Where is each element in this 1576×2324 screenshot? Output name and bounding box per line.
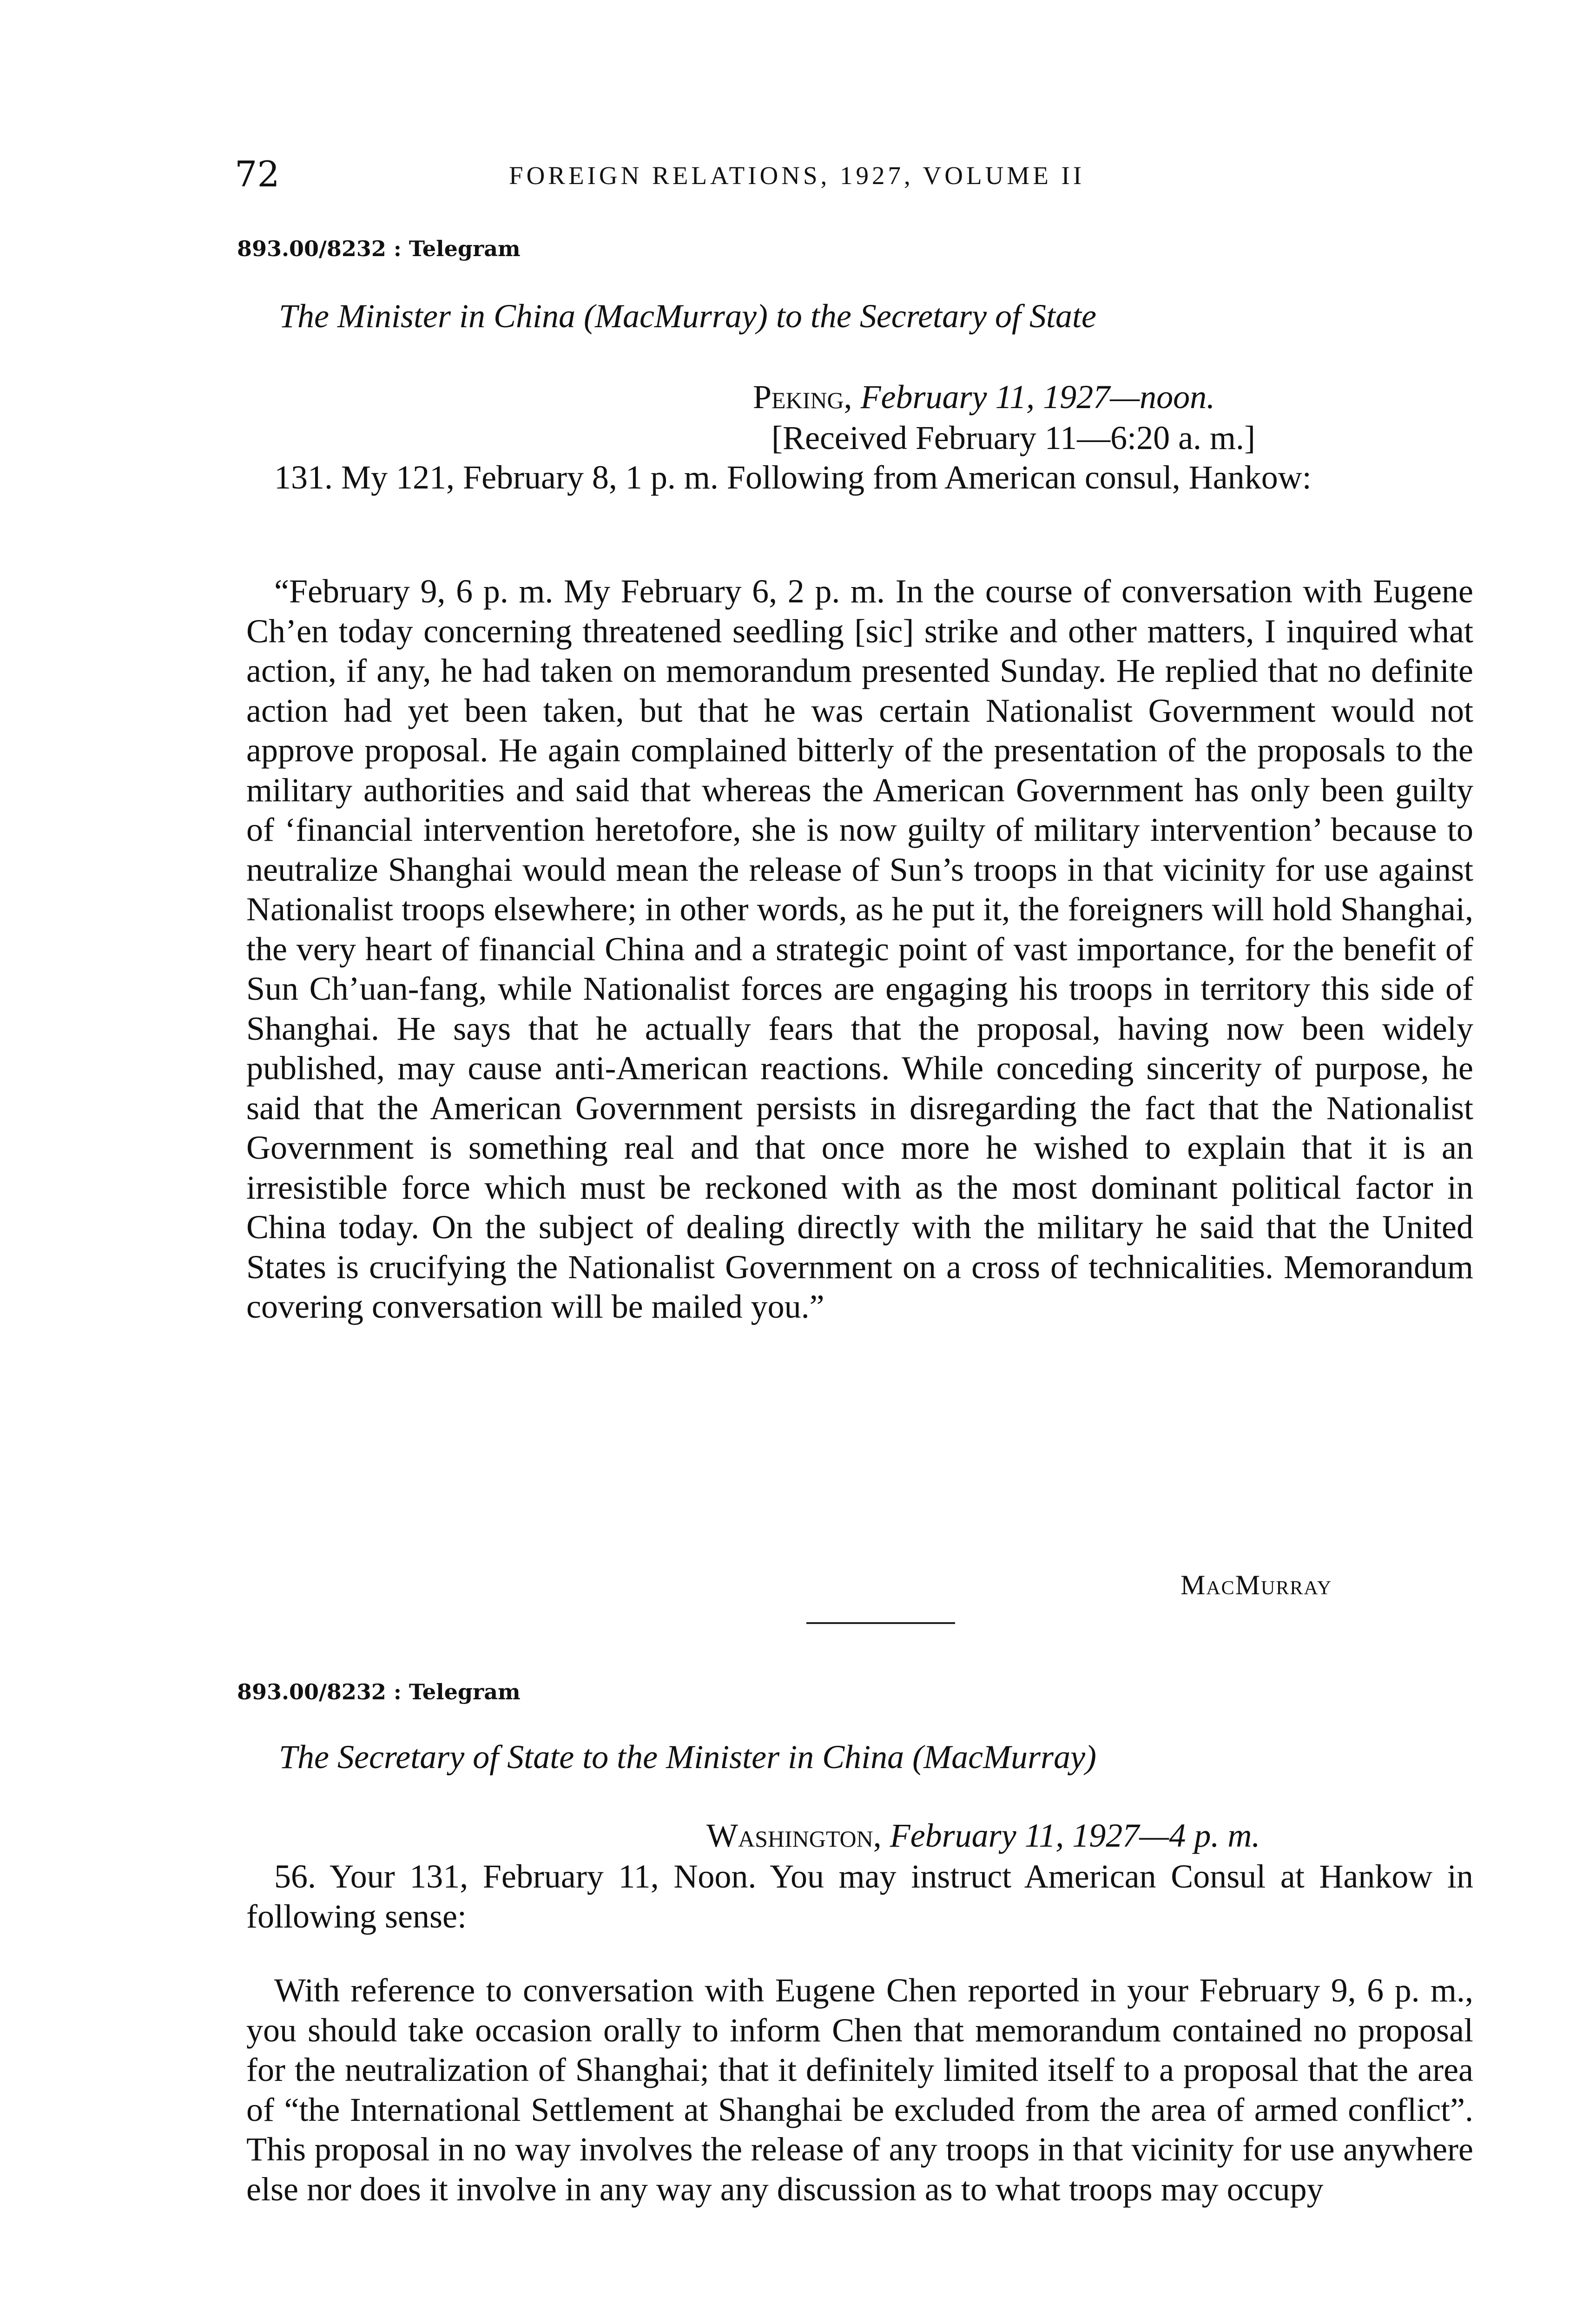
doc1-signature: MacMurray bbox=[1180, 1570, 1332, 1600]
section-divider bbox=[806, 1622, 955, 1624]
page-number: 72 bbox=[235, 153, 280, 195]
doc1-dateline bbox=[753, 376, 1215, 417]
doc2-title: The Secretary of State to the Minister in China (MacMurray) bbox=[279, 1738, 1097, 1776]
doc2-body-paragraph: With reference to conversation with Eugene Chen reported in your February 9, 6 p. m., you should take occasion orally to inform Chen that memorandum contained no proposal for the neutralization of Shanghai; that it definitely limited itself to a proposal that the area of “the International Settlement at Shanghai be excluded from the area of armed conflict”. This proposal in no way involves the release of any troops in that vicinity for use anywhere else nor does it involve in any way any discussion as to what troops may occupy bbox=[246, 1972, 1473, 2208]
doc1-dateline-date: February 11, 1927—noon. bbox=[860, 378, 1215, 416]
doc2-file-reference: 893.00/8232 : Telegram bbox=[237, 1679, 521, 1704]
running-header bbox=[235, 153, 1490, 195]
doc2-dateline-date: February 11, 1927—4 p. m. bbox=[890, 1817, 1260, 1854]
running-header-title: FOREIGN RELATIONS, 1927, VOLUME II bbox=[509, 161, 1085, 190]
doc1-file-reference: 893.00/8232 : Telegram bbox=[237, 236, 521, 261]
doc2-intro-paragraph: 56. Your 131, February 11, Noon. You may instruct American Consul at Hankow in following sense: bbox=[246, 1858, 1473, 1935]
doc2-dateline bbox=[706, 1815, 1260, 1856]
doc1-intro-paragraph: 131. My 121, February 8, 1 p. m. Following from American consul, Hankow: bbox=[274, 459, 1312, 496]
doc1-received-note: [Received February 11—6:20 a. m.] bbox=[772, 419, 1256, 456]
doc2-dateline-place: Washington, bbox=[706, 1817, 882, 1854]
doc1-dateline-place: Peking, bbox=[753, 378, 852, 416]
doc1-title: The Minister in China (MacMurray) to the Secretary of State bbox=[279, 297, 1097, 335]
doc1-body-paragraph: “February 9, 6 p. m. My February 6, 2 p. m. In the course of conversation with Eugene Ch’en today concerning threatened seedling [sic] strike and other matters, I inquired what action, if any, he had taken on memorandum presented Sunday. He replied that no definite action had yet been taken, but that he was certain Nationalist Government would not approve proposal. He again complained bitterly of the presentation of the proposals to the military authorities and said that whereas the American Government has only been guilty of ‘financial intervention heretofore, she is now guilty of military intervention’ because to neutralize Shanghai would mean the release of Sun’s troops in that vicinity for use against Nationalist troops elsewhere; in other words, as he put it, the foreigners will hold Shanghai, the very heart of financial China and a strategic point of vast importance, for the benefit of Sun Ch’uan-fang, while Nationalist forces are engaging his troops in territory this side of Shanghai. He says that he actually fears that the proposal, having now been widely published, may cause anti-American reactions. While conceding sincerity of purpose, he said that the American Government persists in disregarding the fact that the Nationalist Government is something real and that once more he wished to explain that it is an irresistible force which must be reckoned with as the most dominant political factor in China today. On the subject of dealing directly with the military he said that the United States is crucifying the Nationalist Government on a cross of technicalities. Memorandum covering conversation will be mailed you.” bbox=[246, 573, 1473, 1325]
